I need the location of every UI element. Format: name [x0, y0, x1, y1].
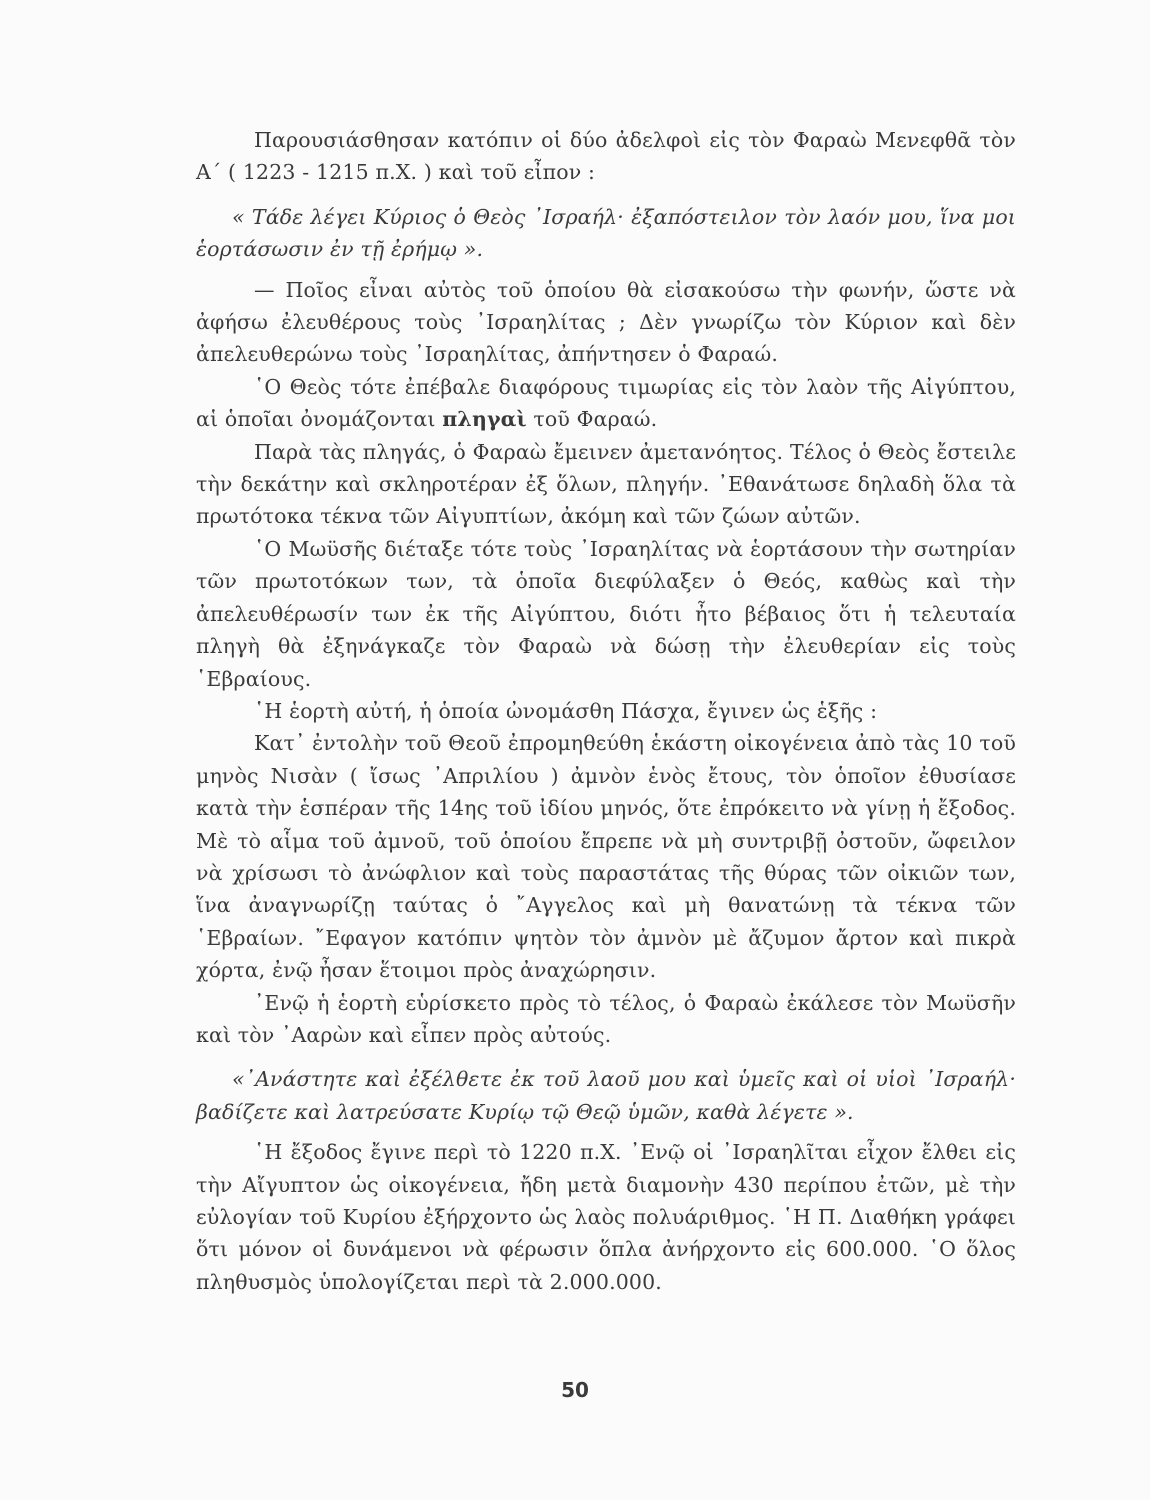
- paragraph-pharaoh-calls: ᾿Ενῷ ἡ ἑορτὴ εὑρίσκετο πρὸς τὸ τέλος, ὁ Φαραὼ ἐκάλεσε τὸν Μωϋσῆν καὶ τὸν ᾿Ααρὼν καὶ εἶπεν πρὸς αὐτούς.: [196, 990, 1016, 1047]
- plagues-text: ῾Ο Θεὸς τότε ἐπέβαλε διαφόρους τιμωρίας εἰς τὸν λαὸν τῆς Αἰγύπτου, αἱ ὁποῖαι ὀνομάζονται: [196, 374, 1016, 432]
- quote-depart: «᾿Ανάστητε καὶ ἐξέλθετε ἐκ τοῦ λαοῦ μου καὶ ὑμεῖς καὶ οἱ υἱοὶ ᾿Ισραήλ· βαδίζετε καὶ λατρεύσατε Κυρίῳ τῷ Θεῷ ὑμῶν, καθὰ λέγετε ».: [196, 1067, 1016, 1124]
- paragraph-exodus: ῾Η ἔξοδος ἔγινε περὶ τὸ 1220 π.Χ. ᾿Ενῷ οἱ ᾿Ισραηλῖται εἶχον ἔλθει εἰς τὴν Αἴγυπτον ὡς οἰκογένεια, ἤδη μετὰ διαμονὴν 430 περίπου ἐτῶν, μὲ τὴν εὐλογίαν τοῦ Κυρίου ἐξήρχοντο ὡς λαὸς πολυάριθμος. ῾Η Π. Διαθήκη γράφει ὅτι μόνον οἱ δυνάμενοι νὰ φέρωσιν ὅπλα ἀνήρχοντο εἰς 600.000. ῾Ο ὅλος πληθυσμὸς ὑπολογίζεται περὶ τὰ 2.000.000.: [196, 1140, 1016, 1294]
- paragraph-presentation: Παρουσιάσθησαν κατόπιν οἱ δύο ἀδελφοὶ εἰς τὸν Φαραὼ Μενεφθᾶ τὸν Α΄ ( 1223 - 1215 π.Χ. ) καὶ τοῦ εἶπον :: [196, 128, 1016, 185]
- paragraph-passover-intro: ῾Η ἑορτὴ αὐτή, ἡ ὁποία ὠνομάσθη Πάσχα, ἔγινεν ὡς ἑξῆς :: [254, 698, 878, 723]
- plagues-text-end: τοῦ Φαραώ.: [533, 407, 658, 432]
- quote-let-my-people-go: « Τάδε λέγει Κύριος ὁ Θεὸς ᾿Ισραήλ· ἐξαπόστειλον τὸν λαόν μου, ἵνα μοι ἑορτάσωσιν ἐν τῇ ἐρήμῳ ».: [196, 204, 1016, 262]
- paragraph-moses-orders: ῾Ο Μωϋσῆς διέταξε τότε τοὺς ᾿Ισραηλίτας νὰ ἑορτάσουν τὴν σωτηρίαν τῶν πρωτοτόκων των, τὰ ὁποῖα διεφύλαξεν ὁ Θεός, καθὼς καὶ τὴν ἀπελευθέρωσίν των ἐκ τῆς Αἰγύπτου, διότι ἦτο βέβαιος ὅτι ἡ τελευταία πληγὴ θὰ ἐξηνάγκαζε τὸν Φαραὼ νὰ δώσῃ τὴν ἐλευθερίαν εἰς τοὺς ῾Εβραίους.: [196, 536, 1016, 691]
- plagues-term: πληγαὶ: [442, 407, 527, 432]
- page-body: [196, 124, 1016, 1298]
- paragraph-passover-details: Κατ᾿ ἐντολὴν τοῦ Θεοῦ ἐπρομηθεύθη ἑκάστη οἰκογένεια ἀπὸ τὰς 10 τοῦ μηνὸς Νισὰν ( ἴσως ᾿Απριλίου ) ἀμνὸν ἑνὸς ἔτους, τὸν ὁποῖον ἐθυσίασε κατὰ τὴν ἑσπέραν τῆς 14ης τοῦ ἰδίου μηνός, ὅτε ἐπρόκειτο νὰ γίνῃ ἡ ἔξοδος. Μὲ τὸ αἷμα τοῦ ἀμνοῦ, τοῦ ὁποίου ἔπρεπε νὰ μὴ συντριβῇ ὀστοῦν, ὤφειλον νὰ χρίσωσι τὸ ἀνώφλιον καὶ τοὺς παραστάτας τῆς θύρας τῶν οἰκιῶν των, ἵνα ἀναγνωρίζῃ ταύτας ὁ ῎Αγγελος καὶ μὴ θανατώνῃ τὰ τέκνα τῶν ῾Εβραίων. ῎Εφαγον κατόπιν ψητὸν τὸν ἀμνὸν μὲ ἄζυμον ἄρτον καὶ πικρὰ χόρτα, ἐνῷ ἦσαν ἕτοιμοι πρὸς ἀναχώρησιν.: [196, 731, 1016, 983]
- page-number: 50: [561, 1378, 589, 1402]
- paragraph-plagues: [196, 371, 1016, 436]
- paragraph-pharaoh-reply: — Ποῖος εἶναι αὐτὸς τοῦ ὁποίου θὰ εἰσακούσω τὴν φωνήν, ὥστε νὰ ἀφήσω ἐλευθέρους τοὺς ᾿Ισραηλίτας ; Δὲν γνωρίζω τὸν Κύριον καὶ δὲν ἀπελευθερώνω τοὺς ᾿Ισραηλίτας, ἀπήντησεν ὁ Φαραώ.: [196, 277, 1016, 367]
- paragraph-tenth-plague: Παρὰ τὰς πληγάς, ὁ Φαραὼ ἔμεινεν ἀμετανόητος. Τέλος ὁ Θεὸς ἔστειλε τὴν δεκάτην καὶ σκληροτέραν ἐξ ὅλων, πληγήν. ᾿Εθανάτωσε δηλαδὴ ὅλα τὰ πρωτότοκα τέκνα τῶν Αἰγυπτίων, ἀκόμη καὶ τῶν ζώων αὐτῶν.: [196, 439, 1016, 529]
